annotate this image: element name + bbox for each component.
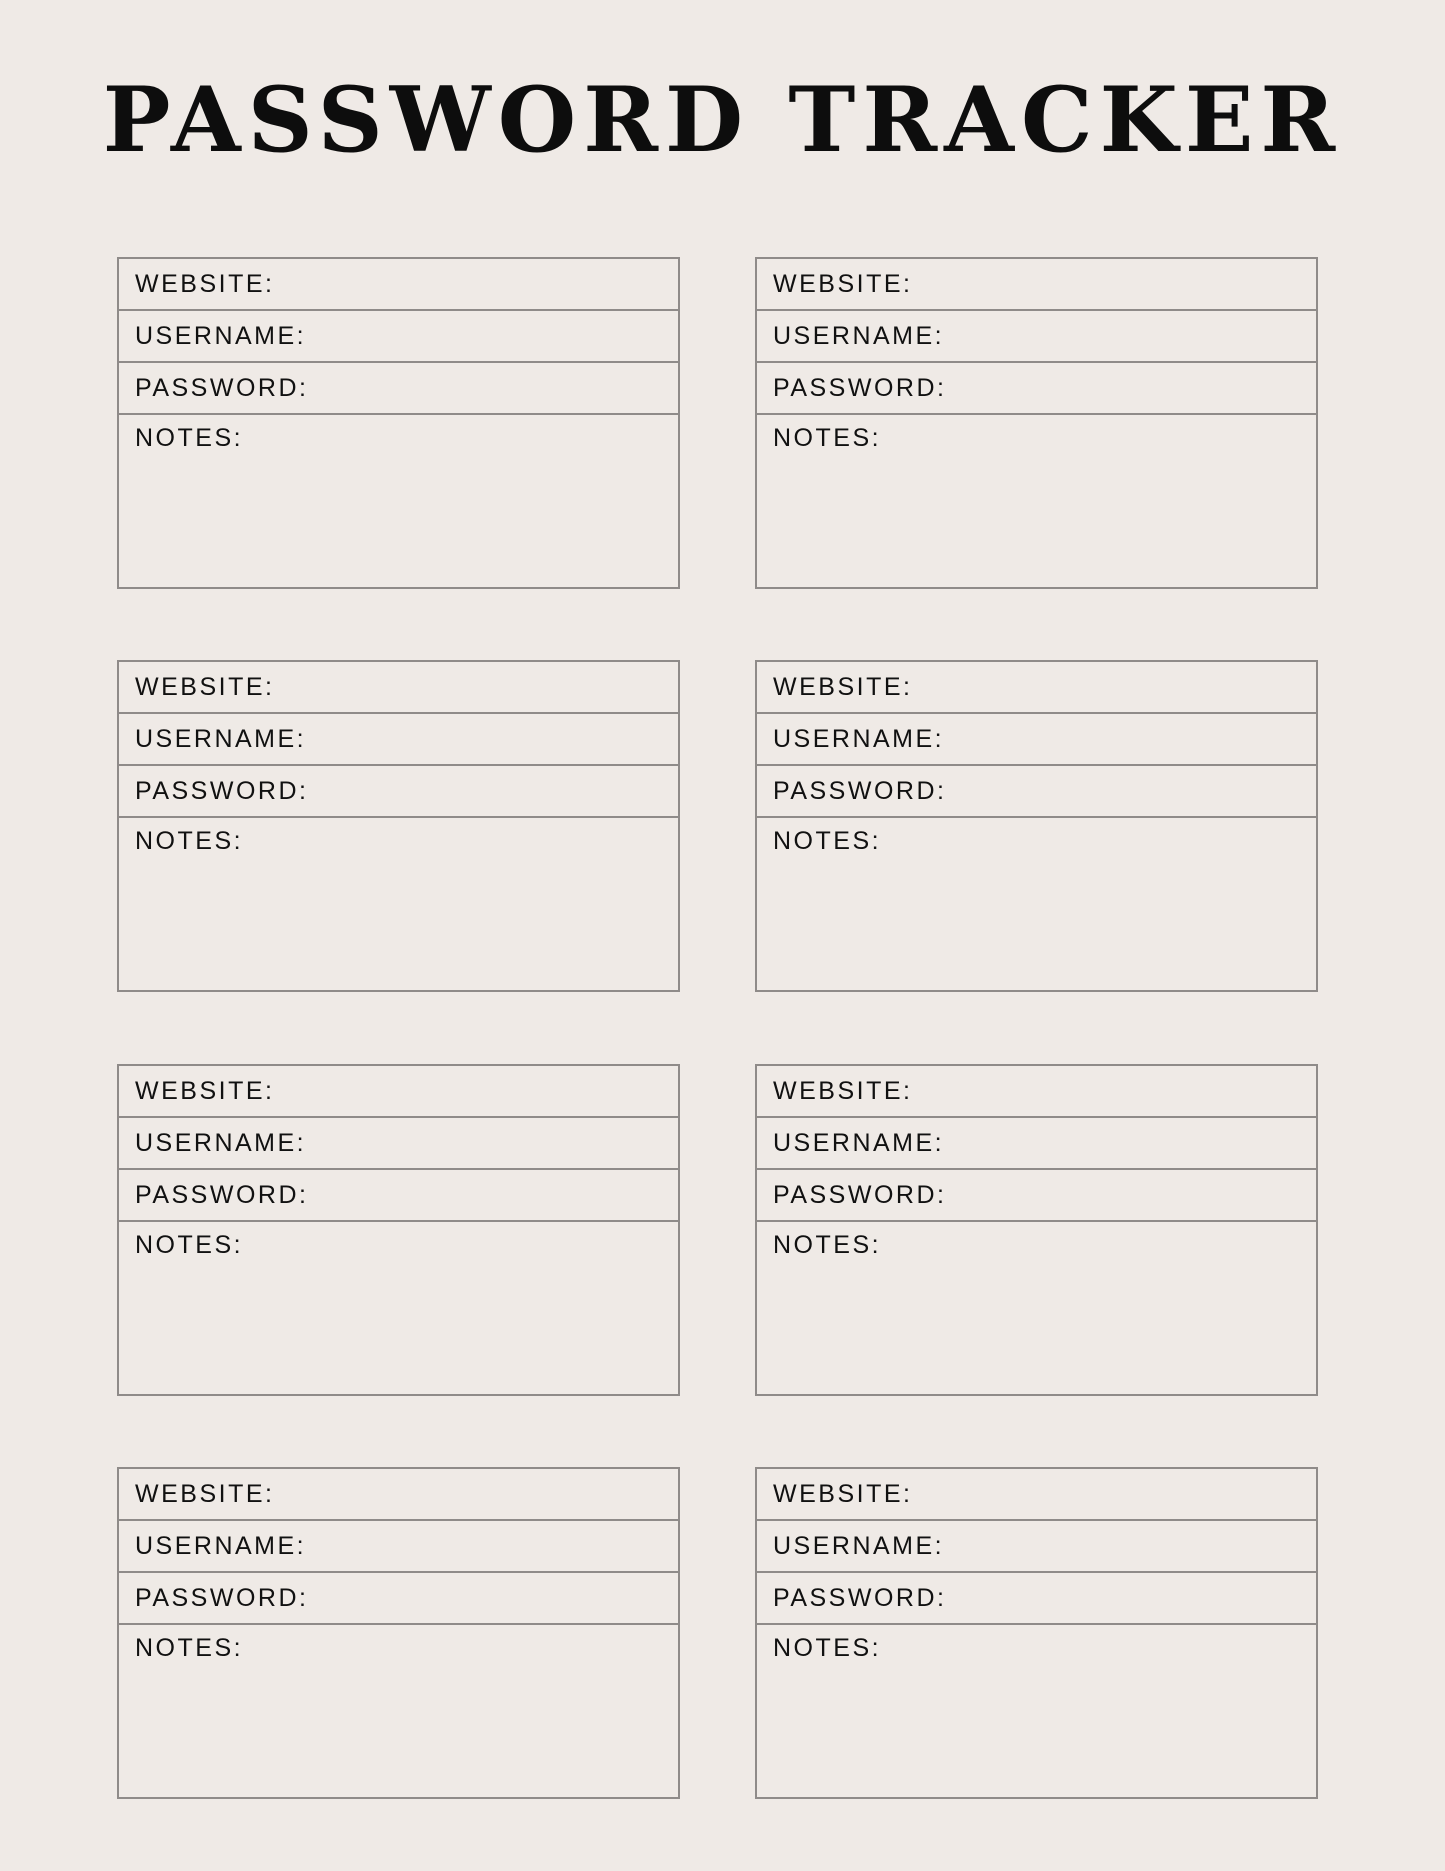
password-label: PASSWORD: [135, 776, 309, 805]
notes-area[interactable] [119, 818, 678, 856]
password-card-7 [117, 1467, 680, 1799]
username-row[interactable] [119, 1521, 678, 1573]
website-label: WEBSITE: [773, 1076, 913, 1105]
username-label: USERNAME: [135, 724, 307, 753]
notes-area[interactable] [119, 415, 678, 453]
website-row[interactable] [119, 1066, 678, 1118]
password-row[interactable] [119, 1573, 678, 1625]
notes-label: NOTES: [773, 827, 882, 855]
password-card-1 [117, 257, 680, 589]
username-row[interactable] [757, 714, 1316, 766]
notes-area[interactable] [757, 818, 1316, 856]
notes-area[interactable] [119, 1625, 678, 1663]
password-row[interactable] [757, 363, 1316, 415]
username-label: USERNAME: [135, 1128, 307, 1157]
page-title: PASSWORD TRACKER [102, 67, 1343, 173]
website-row[interactable] [757, 1469, 1316, 1521]
notes-area[interactable] [757, 1222, 1316, 1260]
password-row[interactable] [757, 1573, 1316, 1625]
notes-label: NOTES: [773, 1231, 882, 1259]
notes-label: NOTES: [135, 424, 244, 452]
username-label: USERNAME: [773, 1531, 945, 1560]
website-label: WEBSITE: [135, 672, 275, 701]
password-card-6 [755, 1064, 1318, 1396]
password-label: PASSWORD: [135, 1180, 309, 1209]
username-label: USERNAME: [773, 724, 945, 753]
username-row[interactable] [757, 1521, 1316, 1573]
notes-area[interactable] [119, 1222, 678, 1260]
password-card-2 [755, 257, 1318, 589]
username-row[interactable] [119, 311, 678, 363]
username-row[interactable] [119, 1118, 678, 1170]
password-label: PASSWORD: [773, 373, 947, 402]
username-label: USERNAME: [135, 321, 307, 350]
website-row[interactable] [119, 259, 678, 311]
password-label: PASSWORD: [773, 776, 947, 805]
password-label: PASSWORD: [773, 1180, 947, 1209]
notes-area[interactable] [757, 415, 1316, 453]
notes-area[interactable] [757, 1625, 1316, 1663]
notes-label: NOTES: [773, 424, 882, 452]
password-row[interactable] [119, 363, 678, 415]
website-row[interactable] [119, 1469, 678, 1521]
username-row[interactable] [119, 714, 678, 766]
website-row[interactable] [119, 662, 678, 714]
website-row[interactable] [757, 259, 1316, 311]
password-row[interactable] [757, 766, 1316, 818]
website-label: WEBSITE: [135, 1479, 275, 1508]
password-card-3 [117, 660, 680, 992]
notes-label: NOTES: [773, 1634, 882, 1662]
username-row[interactable] [757, 1118, 1316, 1170]
website-row[interactable] [757, 1066, 1316, 1118]
password-card-8 [755, 1467, 1318, 1799]
password-row[interactable] [757, 1170, 1316, 1222]
password-label: PASSWORD: [135, 1583, 309, 1612]
password-card-4 [755, 660, 1318, 992]
password-row[interactable] [119, 766, 678, 818]
notes-label: NOTES: [135, 1634, 244, 1662]
password-card-5 [117, 1064, 680, 1396]
website-label: WEBSITE: [773, 269, 913, 298]
website-label: WEBSITE: [135, 269, 275, 298]
website-label: WEBSITE: [773, 1479, 913, 1508]
notes-label: NOTES: [135, 827, 244, 855]
username-label: USERNAME: [773, 321, 945, 350]
password-row[interactable] [119, 1170, 678, 1222]
website-row[interactable] [757, 662, 1316, 714]
website-label: WEBSITE: [135, 1076, 275, 1105]
username-row[interactable] [757, 311, 1316, 363]
username-label: USERNAME: [135, 1531, 307, 1560]
password-label: PASSWORD: [773, 1583, 947, 1612]
website-label: WEBSITE: [773, 672, 913, 701]
username-label: USERNAME: [773, 1128, 945, 1157]
password-label: PASSWORD: [135, 373, 309, 402]
notes-label: NOTES: [135, 1231, 244, 1259]
